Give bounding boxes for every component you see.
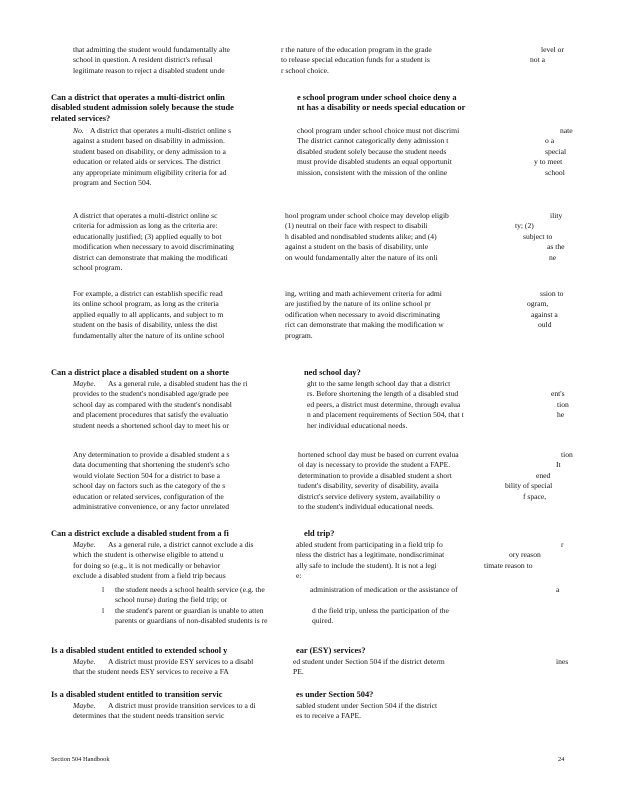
paragraph-line: program. [285,330,313,340]
paragraph-line: as the [547,242,565,252]
paragraph-line: hortened school day must be based on current evalua [298,450,459,459]
question-heading: ned school day? [304,368,361,377]
bullet-line: d the field trip, unless the participation of the [312,606,449,615]
paragraph-line: its online school program, as long as the criteria [73,299,219,309]
paragraph-line: f space, [523,491,547,501]
paragraph-line: school day on factors such as the category of the s [73,481,226,491]
paragraph-line: ne [549,252,557,262]
paragraph-line: sabled student under Section 504 if the district [296,701,438,710]
paragraph-line: student on the basis of disability, unless the dist [73,320,218,330]
paragraph-line: r the nature of the education program in the grade [281,45,432,54]
paragraph-line: school program. [73,263,123,272]
paragraph-line: modification when necessary to avoid discriminating [73,242,234,252]
answer-word: Maybe. [73,657,96,666]
paragraph-line: ent's [551,389,565,399]
paragraph-line: timate reason to [484,560,533,570]
paragraph-line: that the student needs ESY services to receive a FA [73,667,229,677]
paragraph-line: criteria for admission as long as the criteria are: [73,221,218,231]
paragraph-line: ght to the same length school day that a district [307,379,451,388]
bullet-line: administration of medication or the assistance of [310,585,458,594]
question-heading: Can a district place a disabled student on a shorte [51,368,229,377]
paragraph-line: ing, writing and math achievement criteria for admi [285,289,442,298]
paragraph-line: A district must provide ESY services to a disabl [108,657,254,666]
paragraph-line: and placement procedures that satisfy the evaluatio [73,410,229,420]
paragraph-line: (1) neutral on their face with respect to disabili [285,221,428,231]
paragraph-line: her individual educational needs. [307,420,408,430]
paragraph-line: education or related aids or services. The district [73,157,221,167]
paragraph-line: y to meet [534,157,563,167]
paragraph-line: tion [557,399,569,409]
paragraph-line: any appropriate minimum eligibility criteria for ad [73,167,227,177]
question-heading: Is a disabled student entitled to transition servic [51,690,223,699]
question-heading: e school program under school choice deny a [297,93,457,102]
answer-word: No. [73,126,84,135]
page-number: 24 [558,756,565,763]
paragraph-line: must provide disabled students an equal opportunit [297,157,452,167]
paragraph-line: to the student's individual educational needs. [298,502,434,511]
paragraph-line: e: [296,571,302,581]
paragraph-line: ility [550,211,563,220]
paragraph-line: es to receive a FAPE. [296,711,362,721]
paragraph-line: ould [538,320,552,330]
paragraph-line: The district cannot categorically deny admission t [297,136,449,146]
paragraph-line: Any determination to provide a disabled student a s [73,450,230,459]
paragraph-line: special [545,146,567,156]
paragraph-line: student based on disability, or deny admission to a [73,146,226,156]
paragraph-line: not a [530,55,545,65]
paragraph-line: provides to the student's nondisabled age/grade pee [73,389,229,399]
paragraph-line: disabled student solely because the student needs [297,146,447,156]
paragraph-line: ed student under Section 504 if the district determ [293,657,445,666]
paragraph-line: administrative convenience, or any factor unrelated [73,502,230,511]
paragraph-line: nate [560,126,573,135]
paragraph-line: data documenting that shortening the student's scho [73,460,230,470]
question-heading: Can a district that operates a multi-district onlin [51,93,225,102]
paragraph-line: ssion to [540,289,564,298]
paragraph-line: A district that operates a multi-district online sc [73,211,218,220]
question-heading: Is a disabled student entitled to extended school y [51,646,228,655]
question-heading: eld trip? [304,529,335,538]
paragraph-line: A district must provide transition services to a di [108,701,256,710]
paragraph-line: against a [531,309,558,319]
paragraph-line: determination to provide a disabled student a short [298,470,452,480]
paragraph-line: against a student based on disability in admission. [73,136,225,146]
paragraph-line: educationally justified; (3) applied equally to bot [73,231,222,241]
paragraph-line: for doing so (e.g., it is not medically or behavior [73,560,221,570]
paragraph-line: level or [541,45,564,54]
bullet-line: school nurse) during the field trip; or [115,595,228,605]
paragraph-line: student needs a shortened school day to meet his or [73,420,229,430]
question-heading: es under Section 504? [296,690,374,699]
paragraph-line: r [561,540,564,549]
paragraph-line: It [556,460,561,470]
bullet-marker: l [102,585,105,594]
question-heading: Can a district exclude a disabled student from a fi [51,529,229,538]
bullet-marker: l [102,606,105,615]
paragraph-line: odification when necessary to avoid discriminating [285,309,440,319]
paragraph-line: tion [561,450,573,459]
paragraph-line: rs. Before shortening the length of a disabled stud [307,389,459,399]
paragraph-line: ty; (2) [515,221,534,231]
bullet-line: the student's parent or guardian is unable to atten [115,606,264,615]
paragraph-line: school day as compared with the student's nondisabl [73,399,232,409]
answer-word: Maybe. [73,701,96,710]
paragraph-line: nless the district has a legitimate, nondiscriminat [296,550,445,560]
paragraph-line: would violate Section 504 for a district to base a [73,470,220,480]
paragraph-line: tudent's disability, severity of disability, availa [298,481,439,491]
bullet-line: a [556,585,560,594]
paragraph-line: district can demonstrate that making the modificati [73,252,228,262]
answer-word: Maybe. [73,379,96,388]
paragraph-line: ol day is necessary to provide the student a FAPE. [298,460,451,470]
paragraph-line: abled student from participating in a field trip fo [296,540,443,549]
paragraph-line: exclude a disabled student from a field trip becaus [73,571,226,581]
paragraph-line: hool program under school choice may develop eligib [285,211,449,220]
paragraph-line: district's service delivery system, availability o [298,491,441,501]
paragraph-line: ines [556,657,569,666]
paragraph-line: legitimate reason to reject a disabled student unde [73,65,225,75]
question-heading: disabled student admission solely because the stude [51,103,234,113]
paragraph-line: determines that the student needs transition servic [73,711,225,721]
question-heading: nt has a disability or needs special education or [297,103,466,113]
paragraph-line: ally safe to include the student). It is not a legi [296,560,437,570]
paragraph-line: school in question. A resident district's refusal [73,55,213,65]
bullet-line: quired. [312,616,334,626]
paragraph-line: applied equally to all applicants, and subject to m [73,309,224,319]
paragraph-line: As a general rule, a disabled student has the ri [108,379,248,388]
paragraph-line: For example, a district can establish specific read [73,289,223,298]
bullet-line: the student needs a school health service (e.g. the [115,585,265,594]
paragraph-line: As a general rule, a district cannot exclude a dis [108,540,254,549]
paragraph-line: bility of special [505,481,553,491]
paragraph-line: A district that operates a multi-district online s [90,126,232,135]
paragraph-line: ened [536,470,551,480]
paragraph-line: o a [545,136,555,146]
paragraph-line: education or related services, configuration of the [73,491,224,501]
bullet-line: parents or guardians of non-disabled students is re [115,616,268,626]
paragraph-line: to release special education funds for a student is [281,55,430,65]
paragraph-line: that admitting the student would fundamentally alte [73,45,230,54]
paragraph-line: PE. [293,667,304,677]
paragraph-line: are justified by the nature of its online school pr [285,299,431,309]
paragraph-line: subject to [523,231,553,241]
paragraph-line: n and placement requirements of Section 504, that t [307,410,464,420]
paragraph-line: h disabled and nondisabled students alike; and (4) [285,231,437,241]
paragraph-line: ory reason [509,550,541,560]
paragraph-line: ed peers, a district must determine, through evalua [307,399,461,409]
answer-word: Maybe. [73,540,96,549]
paragraph-line: fundamentally alter the nature of its online school [73,330,225,340]
paragraph-line: on would fundamentally alter the nature of its onli [285,252,438,262]
paragraph-line: ogram, [527,299,549,309]
paragraph-line: rict can demonstrate that making the modification w [285,320,444,330]
paragraph-line: r school choice. [281,65,329,75]
paragraph-line: school [545,167,565,177]
paragraph-line: chool program under school choice must not discrimi [297,126,460,135]
question-heading: ear (ESY) services? [296,646,366,655]
paragraph-line: which the student is otherwise eligible to attend u [73,550,224,560]
paragraph-line: he [557,410,565,420]
paragraph-line: program and Section 504. [73,178,152,187]
question-heading: related services? [51,113,111,123]
paragraph-line: against a student on the basis of disability, unle [285,242,429,252]
footer-title: Section 504 Handbook [51,756,110,763]
paragraph-line: mission, consistent with the mission of the online [297,167,448,177]
